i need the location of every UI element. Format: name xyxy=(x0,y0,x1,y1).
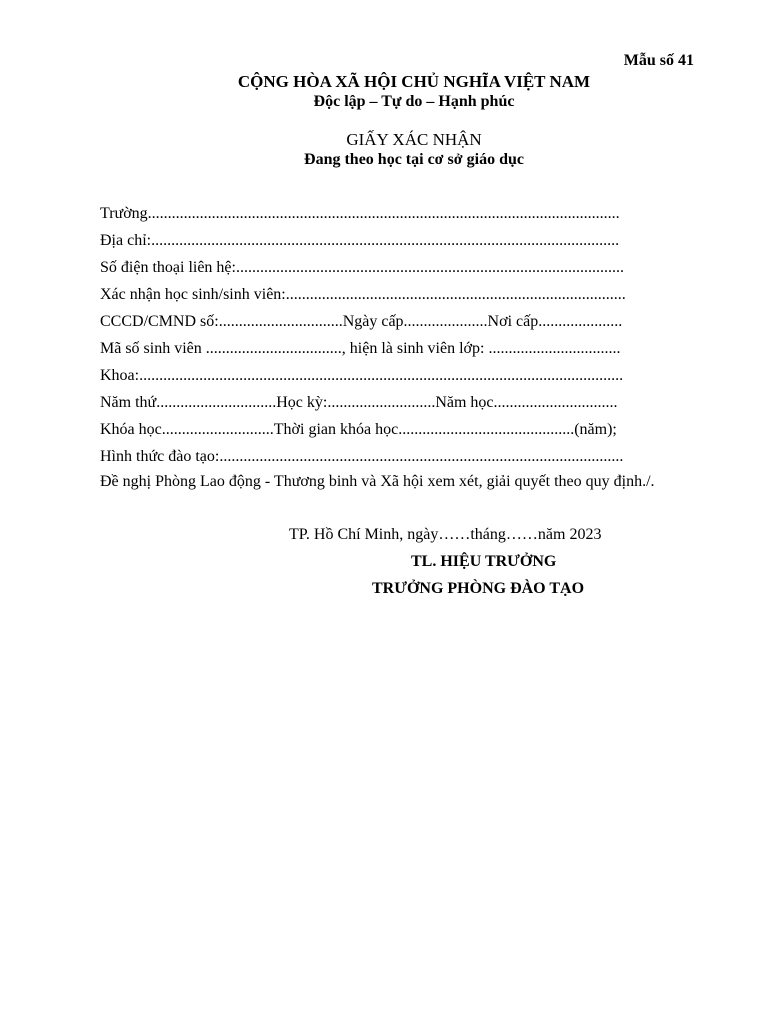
field-training-form: Hình thức đào tạo:..................................................................................................... xyxy=(100,448,624,465)
field-faculty: Khoa:......................................................................................................................... xyxy=(100,367,624,384)
field-phone: Số điện thoại liên hệ:................................................................................................. xyxy=(100,259,624,276)
document-subtitle: Đang theo học tại cơ sở giáo dục xyxy=(304,151,524,168)
field-year-semester: Năm thứ..............................Học kỳ:...........................Năm học............................... xyxy=(100,394,618,411)
signature-title-1: TL. HIỆU TRƯỞNG xyxy=(411,553,557,570)
national-motto: Độc lập – Tự do – Hạnh phúc xyxy=(313,93,515,110)
field-address: Địa chỉ:..................................................................................................................... xyxy=(100,232,620,249)
field-school: Trường...................................................................................................................... xyxy=(100,205,620,222)
country-name: CỘNG HÒA XÃ HỘI CHỦ NGHĨA VIỆT NAM xyxy=(237,72,591,91)
form-number: Mẫu số 41 xyxy=(623,52,694,69)
field-course-duration: Khóa học............................Thời gian khóa học............................................(năm); xyxy=(100,421,617,438)
field-student-code: Mã số sinh viên .................................., hiện là sinh viên lớp: ................................. xyxy=(100,340,621,357)
request-paragraph: Đề nghị Phòng Lao động - Thương binh và Xã hội xem xét, giải quyết theo quy định./. xyxy=(100,473,655,490)
document-title: GIẤY XÁC NHẬN xyxy=(346,130,482,149)
field-id-card: CCCD/CMND số:...............................Ngày cấp.....................Nơi cấp..................... xyxy=(100,313,623,330)
place-date: TP. Hồ Chí Minh, ngày……tháng……năm 2023 xyxy=(289,526,602,543)
field-student-confirm: Xác nhận học sinh/sinh viên:..................................................................................... xyxy=(100,286,626,303)
signature-title-2: TRƯỞNG PHÒNG ĐÀO TẠO xyxy=(372,580,585,597)
